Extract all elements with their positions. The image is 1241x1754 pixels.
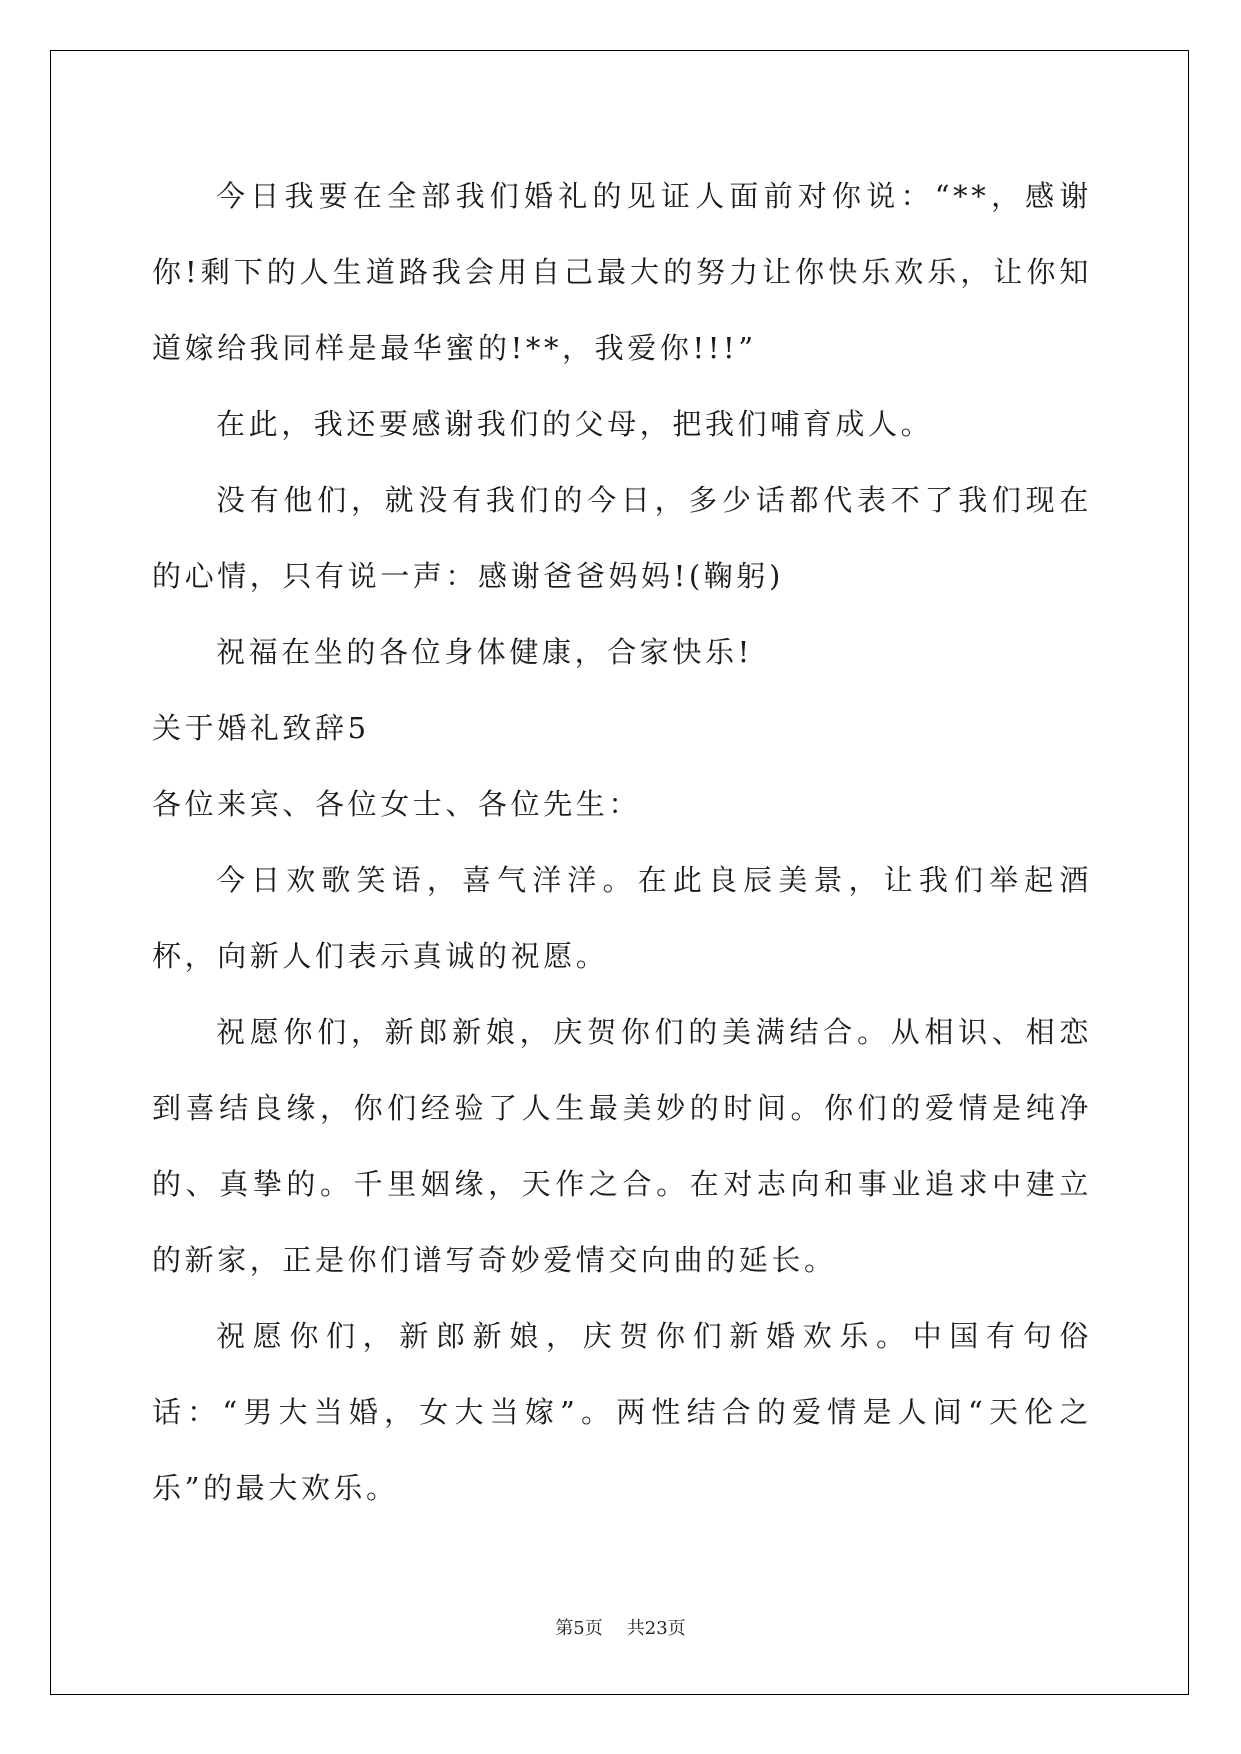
page-total: 共23页: [626, 1618, 686, 1639]
paragraph: 祝福在坐的各位身体健康，合家快乐!: [216, 635, 753, 669]
salutation: 各位来宾、各位女士、各位先生：: [152, 787, 642, 821]
document-body: [152, 158, 1092, 1526]
page-footer: [0, 1614, 1241, 1640]
paragraph: 今日欢歌笑语，喜气洋洋。在此良辰美景，让我们举起酒杯，向新人们表示真诚的祝愿。: [152, 863, 1092, 973]
section-heading: 关于婚礼致辞5: [152, 711, 370, 745]
page-number: 第5页: [555, 1618, 603, 1639]
paragraph: 在此，我还要感谢我们的父母，把我们哺育成人。: [216, 407, 934, 441]
paragraph: 祝愿你们，新郎新娘，庆贺你们的美满结合。从相识、相恋到喜结良缘，你们经验了人生最美妙的时间。你们的爱情是纯净的、真挚的。千里姻缘，天作之合。在对志向和事业追求中建立的新家，正是你们谱写奇妙爱情交向曲的延长。: [152, 1015, 1092, 1277]
paragraph: 没有他们，就没有我们的今日，多少话都代表不了我们现在的心情，只有说一声：感谢爸爸妈妈!(鞠躬): [152, 483, 1092, 593]
paragraph: 今日我要在全部我们婚礼的见证人面前对你说：“**，感谢你!剩下的人生道路我会用自己最大的努力让你快乐欢乐，让你知道嫁给我同样是最华蜜的!**，我爱你!!!”: [152, 179, 1092, 365]
paragraph: 祝愿你们，新郎新娘，庆贺你们新婚欢乐。中国有句俗话：“男大当婚，女大当嫁”。两性结合的爱情是人间“天伦之乐”的最大欢乐。: [152, 1319, 1092, 1505]
